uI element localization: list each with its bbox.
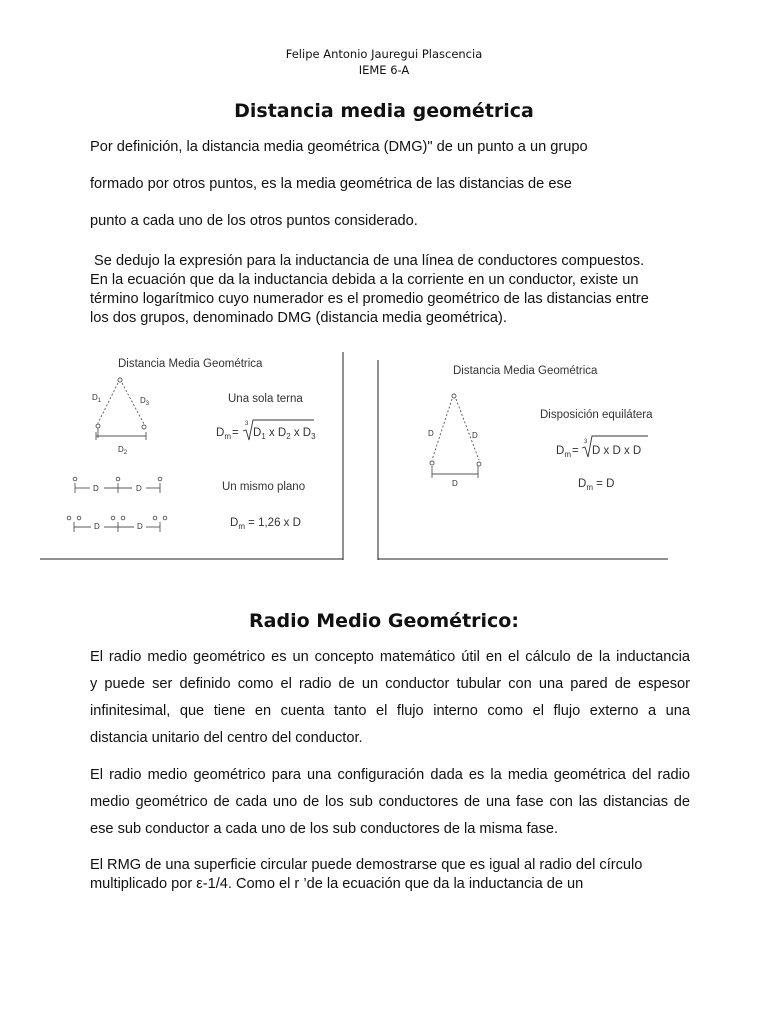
bundle-label-d-1: D [94,522,100,531]
left-triangle-diagram [96,378,146,440]
rmg-p1-line-4: distancia unitario del centro del conductor. [90,730,363,746]
right-label-d-base: D [452,479,458,488]
formula-plano: $D_m = 1,26$ x D [230,517,301,531]
formula-terna [216,420,316,441]
rmg-p3-line-1: El RMG de una superficie circular puede demostrarse que es igual al radio del círculo [90,857,643,873]
section-title-dmg: Distancia media geométrica [234,100,534,122]
plane-label-d-2: D [136,484,142,493]
plane-diagram-bundled [67,516,167,532]
plane-diagram-single [73,477,162,493]
formula-equilatera [556,436,648,459]
svg-text:3: 3 [245,421,249,427]
rmg-p2-line-2: medio geométrico de cada uno de los sub conductores de una fase con las distancias de [90,794,690,810]
plane-label-d-1: D [93,484,99,493]
definition-line-1: Por definición, la distancia media geométrica (DMG)" de un punto a un grupo [90,139,588,155]
formula-result: $D_m = D$ [578,478,615,492]
group-label: IEME 6-A [358,63,410,77]
svg-text:Dm=: $D_m=$ [556,445,579,459]
rmg-p2-line-1: El radio medio geométrico para una configuración dada es la media geométrica del radio [90,767,690,783]
svg-text:Dm=: $D_m=$ [216,427,239,441]
label-d1: $D_1$ [92,393,102,404]
rmg-p1-line-2: y puede ser definido como el radio de un conductor tubular con una pared de espesor [90,676,690,692]
dmg-figure [38,348,670,562]
right-panel-title: Distancia Media Geométrica [453,365,598,377]
dmg-figure-svg [38,348,670,562]
rmg-p1-line-3: infinitesimal, que tiene en cuenta tanto el flujo interno como el flujo externo a una [90,703,690,719]
author-name: Felipe Antonio Jauregui Plascencia [285,47,483,61]
paragraph-2-line-1: Se dedujo la expresión para la inductancia de una línea de conductores compuestos. [90,253,645,269]
definition-line-3: punto a cada uno de los otros puntos considerado. [90,213,418,229]
bundle-label-d-2: D [137,522,143,531]
definition-line-2: formado por otros puntos, es la media geométrica de las distancias de ese [90,176,572,192]
right-label-d-left: D [428,429,434,438]
section-title-rmg: Radio Medio Geométrico: [249,610,519,632]
label-una-sola-terna: Una sola terna [228,393,303,405]
paragraph-2-line-2: En la ecuación que da la inductancia debida a la corriente en un conductor, existe un [90,272,639,288]
paragraph-2-line-3: término logarítmico cuyo numerador es el promedio geométrico de las distancias entre [90,291,649,307]
label-un-mismo-plano: Un mismo plano [222,481,306,493]
left-panel-title: Distancia Media Geométrica [118,358,263,370]
rmg-p2-line-3: ese sub conductor a cada uno de los sub conductores de la misma fase. [90,821,559,837]
svg-text:D1 x D2 x D3: $D_1$ x $D_2$ x $D_3$ [253,427,316,441]
rmg-p3-line-2: multiplicado por ε-1/4. Como el r ’de la ecuación que da la inductancia de un [90,876,584,892]
label-disposicion-equilatera: Disposición equilátera [540,409,653,421]
label-d2: $D_2$ [118,445,128,456]
svg-text:3: 3 [584,439,588,445]
paragraph-2-line-4: los dos grupos, denominado DMG (distancia media geométrica). [90,310,507,326]
label-d3: $D_3$ [140,396,150,407]
rmg-p1-line-1: El radio medio geométrico es un concepto matemático útil en el cálculo de la inductancia [90,649,690,665]
right-label-d-right: D [472,431,478,440]
svg-text:D x D x D: D x D x D [592,445,642,457]
